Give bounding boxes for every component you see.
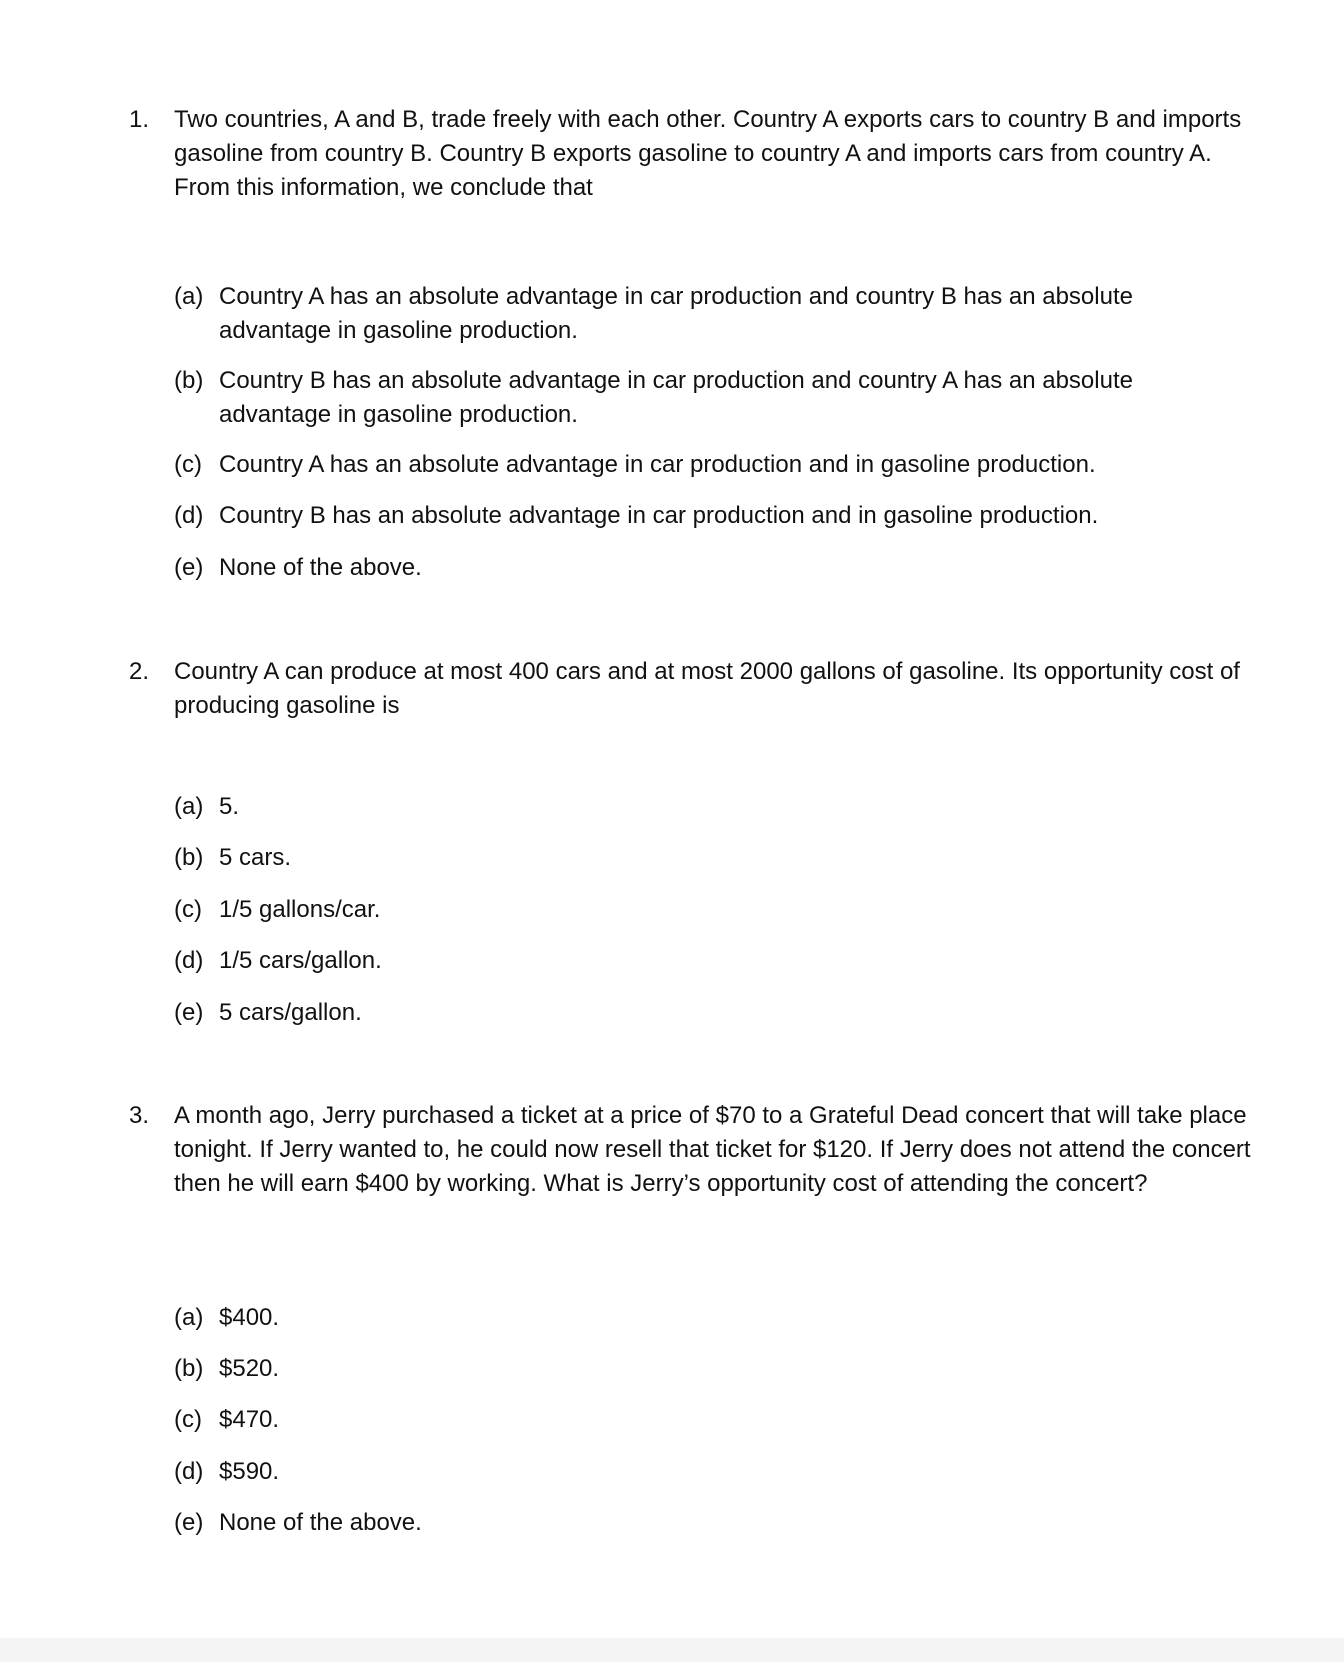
option-3a xyxy=(174,1301,1174,1335)
option-text: Country B has an absolute advantage in car production and country A has an absolute advantage in gasoline production. xyxy=(219,367,1133,428)
option-2c xyxy=(174,893,1174,927)
page-bottom-band xyxy=(0,1638,1344,1662)
option-1a xyxy=(174,280,1174,348)
option-text: 1/5 cars/gallon. xyxy=(219,947,382,974)
option-label: (a) xyxy=(174,793,204,820)
question-number: 3. xyxy=(129,1102,150,1129)
option-text: 5 cars. xyxy=(219,844,292,871)
option-label: (c) xyxy=(174,1406,202,1433)
option-3b xyxy=(174,1352,1174,1386)
option-text: $520. xyxy=(219,1355,280,1382)
option-label: (b) xyxy=(174,844,204,871)
option-label: (b) xyxy=(174,1355,204,1382)
option-text: $400. xyxy=(219,1304,280,1331)
option-text: Country B has an absolute advantage in car production and in gasoline production. xyxy=(219,502,1099,529)
question-number: 1. xyxy=(129,106,150,133)
option-text: $590. xyxy=(219,1458,280,1485)
option-2d xyxy=(174,944,1174,978)
option-text: 1/5 gallons/car. xyxy=(219,896,381,923)
option-text: Country A has an absolute advantage in car production and in gasoline production. xyxy=(219,451,1096,478)
option-2b xyxy=(174,841,1174,875)
option-label: (d) xyxy=(174,947,204,974)
option-label: (e) xyxy=(174,999,204,1026)
question-text: Two countries, A and B, trade freely with each other. Country A exports cars to country B and imports gasoline from country B. Country B exports gasoline to country A and imports cars from country A. From this information, we conclude that xyxy=(174,106,1242,201)
option-label: (e) xyxy=(174,554,204,581)
option-label: (c) xyxy=(174,896,202,923)
option-text: 5. xyxy=(219,793,240,820)
option-1c xyxy=(174,448,1174,482)
option-2e xyxy=(174,996,1174,1030)
option-label: (e) xyxy=(174,1509,204,1536)
option-1d xyxy=(174,499,1174,533)
option-label: (a) xyxy=(174,1304,204,1331)
question-number: 2. xyxy=(129,658,150,685)
option-1e xyxy=(174,551,1174,585)
option-2a xyxy=(174,790,1174,824)
question-text: Country A can produce at most 400 cars and at most 2000 gallons of gasoline. Its opportunity cost of producing gasoline is xyxy=(174,658,1240,719)
option-label: (d) xyxy=(174,1458,204,1485)
option-label: (a) xyxy=(174,283,204,310)
option-1b xyxy=(174,364,1174,432)
option-text: None of the above. xyxy=(219,554,422,581)
option-3c xyxy=(174,1403,1174,1437)
option-label: (c) xyxy=(174,451,202,478)
option-3d xyxy=(174,1455,1174,1489)
option-text: Country A has an absolute advantage in car production and country B has an absolute advantage in gasoline production. xyxy=(219,283,1133,344)
option-label: (d) xyxy=(174,502,204,529)
question-text: A month ago, Jerry purchased a ticket at a price of $70 to a Grateful Dead concert that will take place tonight. If Jerry wanted to, he could now resell that ticket for $120. If Jerry does not attend the concert then he will earn $400 by working. What is Jerry’s opportunity cost of attending the concert? xyxy=(174,1102,1251,1197)
option-3e xyxy=(174,1506,1174,1540)
option-text: $470. xyxy=(219,1406,280,1433)
option-text: 5 cars/gallon. xyxy=(219,999,362,1026)
option-label: (b) xyxy=(174,367,204,394)
option-text: None of the above. xyxy=(219,1509,422,1536)
